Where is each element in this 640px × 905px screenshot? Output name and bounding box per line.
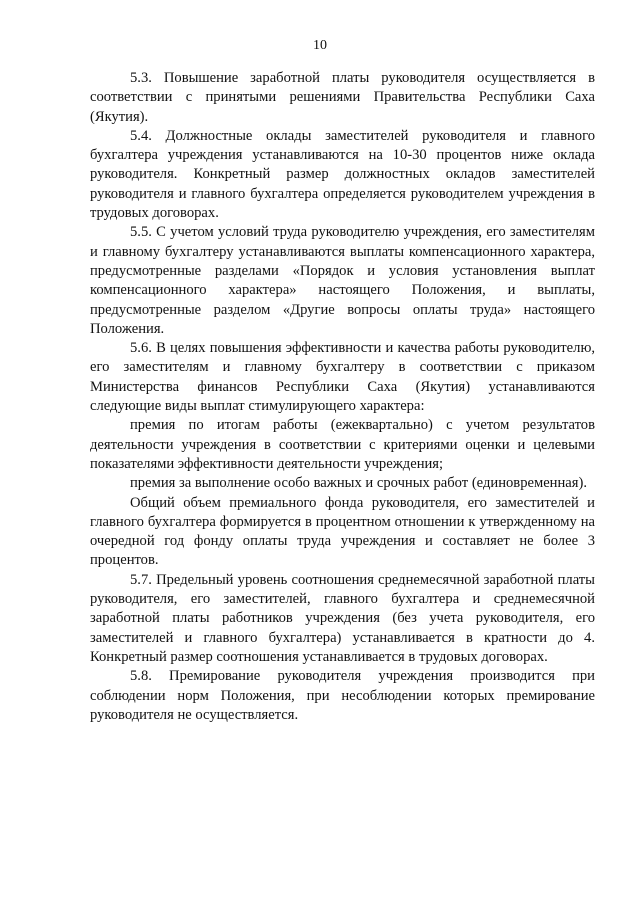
paragraph-5-8: 5.8. Премирование руководителя учреждения производится при соблюдении норм Положения, при несоблюдении которых премирование руководителя не осуществляется. — [90, 668, 595, 723]
list-item-one-time-bonus: премия за выполнение особо важных и срочных работ (единовременная). — [130, 475, 587, 492]
paragraph-5-4: 5.4. Должностные оклады заместителей руководителя и главного бухгалтера учреждения устанавливаются на 10-30 процентов ниже оклада руководителя. Конкретный размер должностных окладов заместителей руководителя и главного бухгалтера определяется руководителем учреждения в трудовых договорах. — [90, 127, 595, 222]
paragraph-bonus-fund: Общий объем премиального фонда руководителя, его заместителей и главного бухгалтера формируется в процентном отношении к утвержденному на очередной год фонду оплаты труда учреждения и составляет не более 3 процентов. — [90, 494, 595, 569]
paragraph-5-6: 5.6. В целях повышения эффективности и качества работы руководителю, его заместителям и главному бухгалтеру в соответствии с приказом Министерства финансов Республики Саха (Якутия) устанавливаются следующие виды выплат стимулирующего характера: — [90, 340, 595, 415]
page-number: 10 — [313, 38, 327, 53]
paragraph-5-3: 5.3. Повышение заработной платы руководителя осуществляется в соответствии с принятыми решениями Правительства Республики Саха (Якутия). — [90, 70, 595, 125]
paragraph-5-5: 5.5. С учетом условий труда руководителю учреждения, его заместителям и главному бухгалтеру устанавливаются выплаты компенсационного характера, предусмотренные разделами «Порядок и условия установления выплат компенсационного характера» настоящего Положения, и выплаты, предусмотренные разделом «Другие вопросы оплаты труда» настоящего Положения. — [90, 224, 595, 337]
document-body — [90, 69, 595, 725]
paragraph-5-7: 5.7. Предельный уровень соотношения среднемесячной заработной платы руководителя, его заместителей, главного бухгалтера и среднемесячной заработной платы работников учреждения (без учета руководителя, его заместителей и главного бухгалтера) устанавливается в кратности до 4. Конкретный размер соотношения устанавливается в трудовых договорах. — [90, 571, 595, 665]
list-item-quarterly-bonus: премия по итогам работы (ежеквартально) с учетом результатов деятельности учреждения в соответствии с критериями оценки и целевыми показателями эффективности деятельности учреждения; — [90, 417, 595, 472]
